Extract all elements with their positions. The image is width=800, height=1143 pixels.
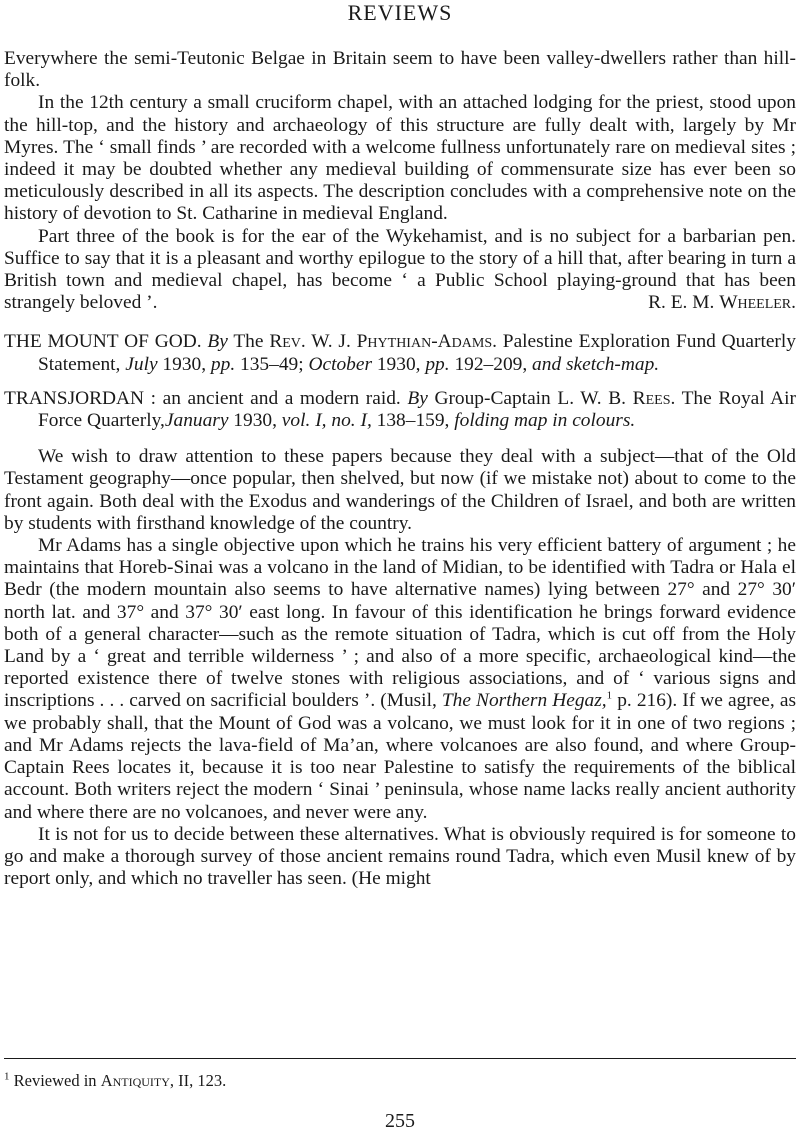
entry2-date: January bbox=[164, 410, 229, 432]
entry1-pp2: 192–209, bbox=[454, 353, 528, 375]
review1-paragraph-3 bbox=[4, 226, 796, 315]
entry1-by: By bbox=[207, 331, 228, 353]
review1-paragraph-2: In the 12th century a small cruciform chapel, with an attached lodging for the priest, stood upon the hill-top, and the history and archaeology of this structure are fully dealt with, largely by Mr Myres. The ‘ small finds ’ are recorded with a welcome fullness unfortunately rare on medieval sites ; indeed it may be doubted whether any medieval building of commensurate size has ever been so meticulously described in all its aspects. The description concludes with a comprehensive note on the history of devotion to St. Catharine in medieval England. bbox=[4, 92, 796, 225]
entry1-pp1-label: pp. bbox=[210, 353, 236, 375]
signature-initials: R. E. M. bbox=[648, 292, 715, 314]
review2-paragraph-3: It is not for us to decide between these alternatives. What is obviously required is for someone to go and make a thorough survey of those ancient remains round Tadra, which even Musil knew of by report only, and which no traveller has seen. (He might bbox=[4, 823, 796, 890]
signature-surname: Wheeler. bbox=[719, 292, 796, 314]
entry2-source: The Royal Air Force Quarterly, bbox=[38, 387, 797, 432]
entry1-source: Palestine Exploration Fund Quarterly Statement, bbox=[38, 331, 796, 375]
review2-paragraph-2-after: p. 216). If we agree, as we probably shall, that the Mount of God was a volcano, we must look for it in one of two regions ; and Mr Adams rejects the lava-field of Ma’an, where volcanoes are also found, and where Group-Captain Rees locates it, because it is too near Palestine to satisfy the requirements of the biblical account. Both writers reject the modern ‘ Sinai ’ peninsula, whose name lacks really ancient authority and where there are no volcanoes, and never were any. bbox=[4, 690, 796, 823]
entry2-subtitle: an ancient and a modern raid. bbox=[162, 387, 401, 409]
review2-paragraph-2-before: Mr Adams has a single objective upon which he trains his very efficient battery of argument ; he maintains that Horeb-Sinai was a volcano in the land of Midian, to be identified with Tadra or Hala el Bedr (the modern mountain also seems to have alternative names) lying between 27° and 27° 30′ north lat. and 37° and 37° 30′ east long. In favour of this identification he brings forward evidence both of a general character—such as the remote situation of Tadra, which is cut off from the Holy Land by a ‘ great and terrible wilderness ’ ; and also of a more specific, archaeological kind—the reported existence there of twelve stones with religious associations, and of ‘ various signs and inscriptions . . . carved on sacrificial boulders ’. (Musil, bbox=[4, 535, 796, 712]
footnote-divider bbox=[4, 1058, 796, 1059]
entry2-no-num: I, bbox=[360, 410, 372, 432]
review2-paragraph-1: We wish to draw attention to these papers because they deal with a subject—that of the Old Testament geography—once popular, then shelved, but now (if we mistake not) about to come to the front again. Both deal with the Exodus and wanderings of the Children of Israel, and both are written by students with firsthand knowledge of the country. bbox=[4, 446, 796, 534]
entry1-the: The bbox=[233, 331, 264, 353]
entry1-title: THE MOUNT OF GOD. bbox=[4, 331, 202, 353]
entry1-date2: October bbox=[308, 353, 372, 375]
entry2-pages: 138–159, bbox=[376, 410, 450, 432]
entry1-extra: and sketch-map. bbox=[532, 353, 660, 375]
entry2-year: 1930, bbox=[233, 410, 277, 432]
entry1-pp2-label: pp. bbox=[425, 353, 450, 375]
footnote bbox=[4, 1071, 794, 1091]
entry2-no: no. bbox=[331, 410, 356, 432]
entry2-author-prefix: Group-Captain L. W. B. bbox=[434, 387, 627, 409]
footnote-journal: Antiquity, bbox=[100, 1071, 175, 1090]
entry2-by: By bbox=[407, 387, 428, 409]
entry1-author: Rev. W. J. Phythian-Adams. bbox=[269, 331, 497, 353]
bibliographic-entry-2 bbox=[4, 388, 796, 432]
entry2-extra: folding map in colours. bbox=[454, 410, 636, 432]
footnote-reference: 1 bbox=[606, 690, 613, 703]
entry1-year1: 1930, bbox=[162, 353, 207, 375]
entry2-vol-num: I, bbox=[315, 410, 327, 432]
footnote-text: Reviewed in bbox=[13, 1071, 97, 1090]
bibliographic-entry-1 bbox=[4, 331, 796, 375]
entry2-author-surname: Rees. bbox=[632, 387, 676, 409]
footnote-ref: II, 123. bbox=[178, 1071, 227, 1090]
running-head: REVIEWS bbox=[347, 0, 453, 25]
page-body bbox=[4, 48, 796, 890]
page-number: 255 bbox=[385, 1110, 415, 1132]
entry1-date1: July bbox=[125, 353, 158, 375]
review1-paragraph-3-text: Part three of the book is for the ear of the Wykehamist, and is no subject for a barbarian pen. Suffice to say that it is a pleasant and worthy epilogue to the story of a hill that, after bearing in turn a British town and medieval chapel, has become ‘ a Public School playing-ground that has been strangely beloved ’. bbox=[4, 225, 796, 314]
review1-paragraph-1: Everywhere the semi-Teutonic Belgae in Britain seem to have been valley-dwellers rather than hill-folk. bbox=[4, 48, 796, 92]
footnote-mark: 1 bbox=[4, 1070, 10, 1083]
reviewer-signature bbox=[614, 292, 796, 314]
review2-paragraph-2 bbox=[4, 535, 796, 824]
entry2-title: TRANSJORDAN : bbox=[4, 387, 157, 409]
entry2-vol: vol. bbox=[281, 410, 311, 432]
entry1-pp1: 135–49; bbox=[240, 353, 304, 375]
entry1-year2: 1930, bbox=[376, 353, 421, 375]
review2-book-title: The Northern Hegaz, bbox=[441, 690, 607, 712]
